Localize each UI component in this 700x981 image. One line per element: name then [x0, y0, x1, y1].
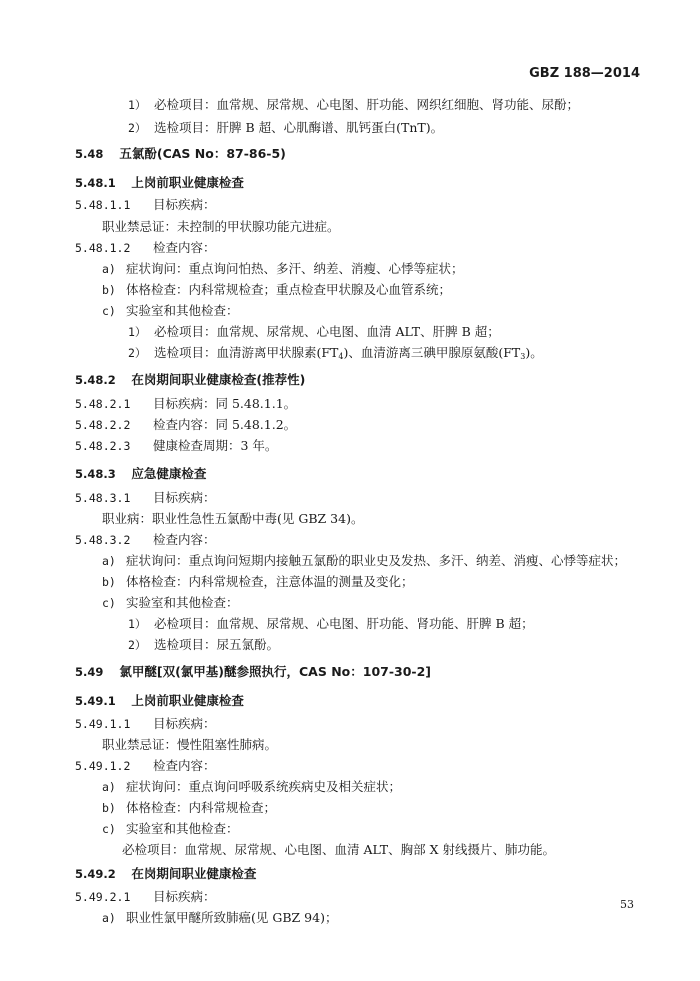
clause-number: 5.48.1.1: [75, 198, 131, 212]
clause-number: 5.49.1.1: [75, 717, 131, 731]
section-number: 5.48.2: [75, 373, 116, 387]
list-item: [128, 616, 534, 632]
item-text: 选检项目：尿五氯酚。: [153, 637, 279, 652]
item-number: a): [102, 911, 116, 925]
list-item: [102, 553, 626, 569]
section-number: 5.49: [75, 665, 104, 679]
list-item: [102, 282, 451, 298]
clause-number: 5.48.1.2: [75, 241, 131, 255]
item-number: a): [102, 780, 116, 794]
item-text: 实验室和其他检查：: [125, 821, 239, 836]
list-item: [128, 324, 500, 340]
clause: [75, 417, 296, 433]
item-text: 实验室和其他检查：: [125, 595, 239, 610]
item-number: a): [102, 262, 116, 276]
item-text: 选检项目：肝脾 B 超、心肌酶谱、肌钙蛋白(TnT)。: [153, 120, 444, 135]
item-number: b): [102, 575, 116, 589]
list-item: [128, 637, 279, 653]
item-number: 1）: [128, 617, 147, 631]
section-title: 上岗前职业健康检查: [131, 693, 244, 708]
clause: [75, 490, 216, 506]
section-number: 5.48: [75, 147, 104, 161]
subscript: 3: [520, 352, 526, 361]
standard-code: GBZ 188—2014: [529, 66, 640, 81]
section-title: 五氯酚(CAS No：87-86-5): [119, 146, 286, 161]
item-text-part: )。: [525, 345, 543, 360]
clause-text: 检查内容：: [152, 240, 216, 255]
clause-text: 目标疾病：: [152, 889, 216, 904]
clause-text: 目标疾病：同 5.48.1.1。: [152, 396, 297, 411]
clause: [75, 532, 216, 548]
list-item: [128, 97, 579, 113]
item-number: 2）: [128, 121, 147, 135]
clause-text: 检查内容：同 5.48.1.2。: [152, 417, 297, 432]
page-number: 53: [620, 898, 634, 911]
list-item: [102, 574, 414, 590]
subsection-heading: [75, 466, 206, 482]
section-title: 在岗期间职业健康检查(推荐性): [131, 372, 306, 387]
section-number: 5.49.2: [75, 867, 116, 881]
clause-number: 5.48.2.1: [75, 397, 131, 411]
clause-number: 5.49.1.2: [75, 759, 131, 773]
clause-number: 5.48.3.1: [75, 491, 131, 505]
clause-number: 5.49.2.1: [75, 890, 131, 904]
clause-text: 检查内容：: [152, 532, 216, 547]
item-number: a): [102, 554, 116, 568]
clause: [75, 889, 216, 905]
clause: [75, 197, 216, 213]
item-number: 2）: [128, 346, 147, 360]
section-title: 氯甲醚[双(氯甲基)醚参照执行，CAS No：107-30-2]: [119, 664, 432, 679]
item-number: 1）: [128, 325, 147, 339]
section-title: 在岗期间职业健康检查: [131, 866, 257, 881]
subscript: 4: [338, 352, 344, 361]
clause: [75, 438, 277, 454]
clause-number: 5.48.2.2: [75, 418, 131, 432]
clause-text: 目标疾病：: [152, 197, 216, 212]
subsection-heading: [75, 693, 244, 709]
list-item: [102, 779, 401, 795]
list-item: [102, 595, 239, 611]
clause-text: 目标疾病：: [152, 490, 216, 505]
clause: [75, 758, 216, 774]
clause-text: 健康检查周期：3 年。: [152, 438, 278, 453]
item-text: 必检项目：血常规、尿常规、心电图、血清 ALT、肝脾 B 超；: [153, 324, 500, 339]
list-item: [102, 910, 337, 926]
paragraph: 职业病：职业性急性五氯酚中毒(见 GBZ 34)。: [102, 511, 364, 526]
subsection-heading: [75, 175, 244, 191]
item-text-part: )、血清游离三碘甲腺原氨酸(FT: [343, 345, 521, 360]
subsection-heading: [75, 372, 305, 388]
clause-text: 检查内容：: [152, 758, 216, 773]
item-number: 1）: [128, 98, 147, 112]
item-text: 体格检查：内科常规检查；: [125, 800, 276, 815]
paragraph: 职业禁忌证：未控制的甲状腺功能亢进症。: [102, 219, 340, 234]
list-item: [102, 261, 464, 277]
section-heading: [75, 146, 286, 162]
list-item: [102, 303, 239, 319]
item-text-part: 选检项目：血清游离甲状腺素(FT: [153, 345, 339, 360]
item-number: b): [102, 801, 116, 815]
section-title: 上岗前职业健康检查: [131, 175, 244, 190]
clause: [75, 396, 296, 412]
paragraph: 职业禁忌证：慢性阻塞性肺病。: [102, 737, 278, 752]
list-item: [128, 120, 443, 136]
section-title: 应急健康检查: [131, 466, 207, 481]
item-number: c): [102, 596, 116, 610]
subsection-heading: [75, 866, 256, 882]
section-number: 5.48.1: [75, 176, 116, 190]
item-number: c): [102, 822, 116, 836]
item-number: c): [102, 304, 116, 318]
clause-text: 目标疾病：: [152, 716, 216, 731]
list-item: [128, 345, 543, 365]
section-number: 5.48.3: [75, 467, 116, 481]
item-text: 体格检查：内科常规检查；重点检查甲状腺及心血管系统；: [125, 282, 451, 297]
list-item: [102, 800, 276, 816]
item-text: 症状询问：重点询问短期内接触五氯酚的职业史及发热、多汗、纳差、消瘦、心悸等症状；: [125, 553, 626, 568]
list-item: [102, 821, 239, 837]
item-text: 症状询问：重点询问怕热、多汗、纳差、消瘦、心悸等症状；: [125, 261, 464, 276]
item-number: b): [102, 283, 116, 297]
clause-number: 5.48.2.3: [75, 439, 131, 453]
item-text: 职业性氯甲醚所致肺癌(见 GBZ 94)；: [125, 910, 338, 925]
clause: [75, 240, 216, 256]
item-number: 2）: [128, 638, 147, 652]
item-text: 必检项目：血常规、尿常规、心电图、肝功能、网织红细胞、肾功能、尿酚；: [153, 97, 579, 112]
item-text: 必检项目：血常规、尿常规、心电图、肝功能、肾功能、肝脾 B 超；: [153, 616, 534, 631]
section-number: 5.49.1: [75, 694, 116, 708]
clause: [75, 716, 216, 732]
item-text: 实验室和其他检查：: [125, 303, 239, 318]
item-text: 体格检查：内科常规检查，注意体温的测量及变化；: [125, 574, 414, 589]
item-text: 症状询问：重点询问呼吸系统疾病史及相关症状；: [125, 779, 401, 794]
section-heading: [75, 664, 431, 680]
paragraph: 必检项目：血常规、尿常规、心电图、血清 ALT、胸部 X 射线摄片、肺功能。: [122, 842, 555, 857]
clause-number: 5.48.3.2: [75, 533, 131, 547]
